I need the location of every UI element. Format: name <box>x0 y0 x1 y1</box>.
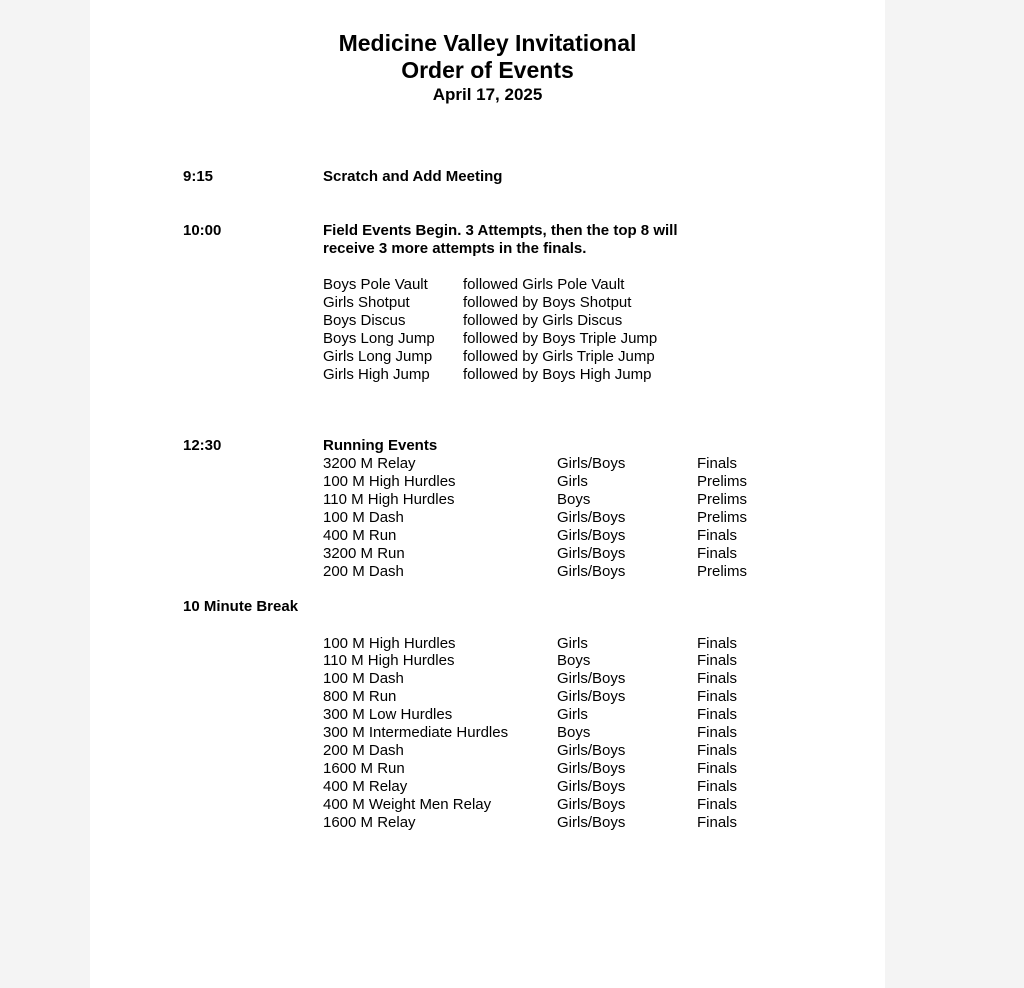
event-round: Finals <box>697 545 738 562</box>
table-row <box>90 706 885 724</box>
table-row <box>90 742 885 760</box>
field-pair <box>90 276 885 294</box>
event-round: Finals <box>697 670 738 687</box>
field-pair <box>90 366 885 384</box>
table-row <box>90 509 885 527</box>
event-round: Finals <box>697 760 738 777</box>
table-row <box>90 455 885 473</box>
field-pair <box>90 312 885 330</box>
event-gender: Girls/Boys <box>557 796 626 813</box>
event-round: Finals <box>697 635 738 652</box>
event-gender: Girls/Boys <box>557 688 626 705</box>
event-round: Finals <box>697 652 738 669</box>
event-gender: Girls/Boys <box>557 455 626 472</box>
event-gender: Girls <box>557 473 588 490</box>
event-round: Finals <box>697 527 738 544</box>
field-second-event: followed by Boys Triple Jump <box>463 330 658 347</box>
document-date: April 17, 2025 <box>432 85 543 104</box>
event-name: 800 M Run <box>323 688 397 705</box>
table-row <box>90 563 885 581</box>
field-pair <box>90 348 885 366</box>
event-name: 3200 M Run <box>323 545 405 562</box>
table-row <box>90 491 885 509</box>
field-second-event: followed by Boys Shotput <box>463 294 632 311</box>
running-time: 12:30 <box>183 437 222 454</box>
document-page <box>90 0 885 988</box>
event-round: Finals <box>697 724 738 741</box>
field-pair <box>90 294 885 312</box>
event-round: Prelims <box>697 491 748 508</box>
field-second-event: followed by Girls Triple Jump <box>463 348 655 365</box>
event-round: Finals <box>697 706 738 723</box>
field-second-event: followed by Girls Discus <box>463 312 623 329</box>
event-name: 300 M Low Hurdles <box>323 706 453 723</box>
table-row <box>90 527 885 545</box>
event-gender: Boys <box>557 652 591 669</box>
event-name: 200 M Dash <box>323 563 404 580</box>
field-first-event: Girls Shotput <box>323 294 410 311</box>
event-name: 400 M Relay <box>323 778 408 795</box>
table-row <box>90 545 885 563</box>
event-gender: Girls/Boys <box>557 670 626 687</box>
event-name: 100 M High Hurdles <box>323 473 456 490</box>
event-name: 110 M High Hurdles <box>323 491 455 508</box>
table-row <box>90 724 885 742</box>
event-round: Finals <box>697 742 738 759</box>
event-round: Prelims <box>697 563 748 580</box>
event-gender: Girls/Boys <box>557 509 626 526</box>
event-gender: Girls/Boys <box>557 527 626 544</box>
event-gender: Girls <box>557 635 588 652</box>
field-first-event: Boys Pole Vault <box>323 276 428 293</box>
event-gender: Girls/Boys <box>557 563 626 580</box>
event-round: Finals <box>697 796 738 813</box>
event-gender: Boys <box>557 724 591 741</box>
table-row <box>90 814 885 832</box>
table-row <box>90 778 885 796</box>
event-round: Finals <box>697 455 738 472</box>
event-name: 400 M Weight Men Relay <box>323 796 492 813</box>
event-gender: Girls/Boys <box>557 742 626 759</box>
event-gender: Girls/Boys <box>557 545 626 562</box>
event-round: Finals <box>697 814 738 831</box>
event-gender: Girls/Boys <box>557 778 626 795</box>
event-round: Finals <box>697 688 738 705</box>
table-row <box>90 635 885 653</box>
field-desc-line2: receive 3 more attempts in the finals. <box>323 240 587 257</box>
event-name: 3200 M Relay <box>323 455 416 472</box>
event-name: 100 M High Hurdles <box>323 635 456 652</box>
field-desc-line1: Field Events Begin. 3 Attempts, then the top 8 will <box>323 222 678 239</box>
field-first-event: Boys Discus <box>323 312 406 329</box>
scratch-time: 9:15 <box>183 168 214 185</box>
field-first-event: Girls High Jump <box>323 366 430 383</box>
document-title: Medicine Valley Invitational <box>338 30 637 56</box>
event-round: Prelims <box>697 509 748 526</box>
event-name: 100 M Dash <box>323 509 404 526</box>
event-name: 1600 M Relay <box>323 814 416 831</box>
field-first-event: Boys Long Jump <box>323 330 435 347</box>
event-round: Finals <box>697 778 738 795</box>
table-row <box>90 652 885 670</box>
event-name: 400 M Run <box>323 527 397 544</box>
field-second-event: followed Girls Pole Vault <box>463 276 625 293</box>
running-heading: Running Events <box>323 437 438 454</box>
table-row <box>90 688 885 706</box>
field-time: 10:00 <box>183 222 222 239</box>
event-name: 110 M High Hurdles <box>323 652 455 669</box>
field-first-event: Girls Long Jump <box>323 348 433 365</box>
table-row <box>90 473 885 491</box>
event-gender: Girls/Boys <box>557 760 626 777</box>
table-row <box>90 796 885 814</box>
table-row <box>90 760 885 778</box>
event-name: 1600 M Run <box>323 760 405 777</box>
scratch-label: Scratch and Add Meeting <box>323 168 503 185</box>
document-subtitle: Order of Events <box>401 57 574 83</box>
event-name: 100 M Dash <box>323 670 404 687</box>
event-gender: Girls <box>557 706 588 723</box>
field-second-event: followed by Boys High Jump <box>463 366 652 383</box>
field-pair <box>90 330 885 348</box>
event-name: 200 M Dash <box>323 742 404 759</box>
break-label: 10 Minute Break <box>183 598 299 615</box>
event-round: Prelims <box>697 473 748 490</box>
event-name: 300 M Intermediate Hurdles <box>323 724 509 741</box>
event-gender: Girls/Boys <box>557 814 626 831</box>
table-row <box>90 670 885 688</box>
event-gender: Boys <box>557 491 591 508</box>
